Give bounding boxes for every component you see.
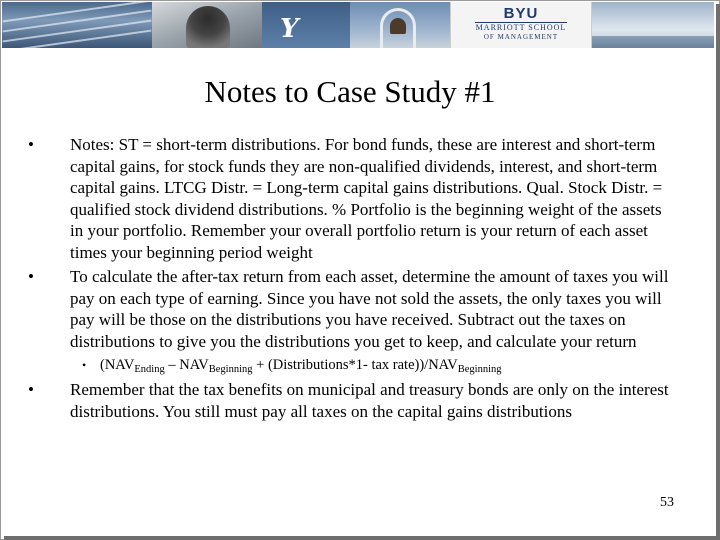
bullet-text: Notes: ST = short-term distributions. For bond funds, these are interest and short-term capital gains, for stock funds they are non-qualified dividends, interest, and short-term capital gains. LTCG Distr. = Long-term capital gains distributions. Qual. Stock Distr. = qualified stock dividend distributions. % Portfolio is the beginning weight of the assets in your portfolio. Remember your overall portfolio return is your return of each asset times your beginning period weight: [70, 135, 663, 262]
banner-tile-statue: [152, 2, 262, 48]
page-number: 53: [660, 495, 674, 510]
bullet-after-tax-return: [22, 266, 670, 352]
banner-tile-bell-tower: [350, 2, 450, 48]
slide-shadow-bottom: [4, 536, 720, 540]
bullet-marker: •: [28, 267, 34, 286]
bullet-tax-benefits: [22, 379, 670, 422]
formula-bullet: [22, 355, 670, 375]
slide-body: [22, 134, 670, 425]
banner-tile-y-logo: [262, 2, 350, 48]
bullet-marker: •: [28, 135, 34, 154]
formula-part: – NAV: [164, 357, 209, 373]
byu-logo-text: BYU: [503, 5, 539, 22]
y-logo: Y: [280, 14, 297, 44]
formula-subscript: Beginning: [457, 364, 502, 375]
bullet-marker: •: [28, 380, 34, 399]
school-name-line1: MARRIOTT SCHOOL: [475, 23, 567, 32]
bullet-notes: [22, 134, 670, 263]
slide-title: Notes to Case Study #1: [204, 74, 496, 109]
bullet-text: To calculate the after-tax return from each asset, determine the amount of taxes you will pay on each type of earning. Since you have not sold the assets, the only taxes you will pay will be those on the distributions you have received. Subtract out the taxes on distributions to give you the distributions you get to keep, and calculate your return: [70, 267, 669, 351]
banner-tile-byu-logo: [450, 2, 592, 48]
banner-tile-landscape: [592, 2, 714, 48]
banner-tile-stripes: [2, 2, 152, 48]
formula-subscript: Beginning: [208, 364, 253, 375]
header-banner: [2, 2, 714, 48]
bell-icon: [390, 18, 406, 34]
statue-image: [186, 6, 230, 48]
sub-bullet-marker: •: [82, 358, 87, 372]
formula-part: (NAV: [100, 357, 135, 373]
bullet-text: Remember that the tax benefits on municipal and treasury bonds are only on the interest distributions. You still must pay all taxes on the capital gains distributions: [70, 380, 669, 421]
formula-subscript: Ending: [134, 364, 165, 375]
slide-shadow-right: [716, 4, 720, 540]
formula-part: + (Distributions*1- tax rate))/NAV: [252, 357, 458, 373]
landscape-image: [592, 36, 714, 48]
school-name-line2: OF MANAGEMENT: [483, 33, 559, 41]
